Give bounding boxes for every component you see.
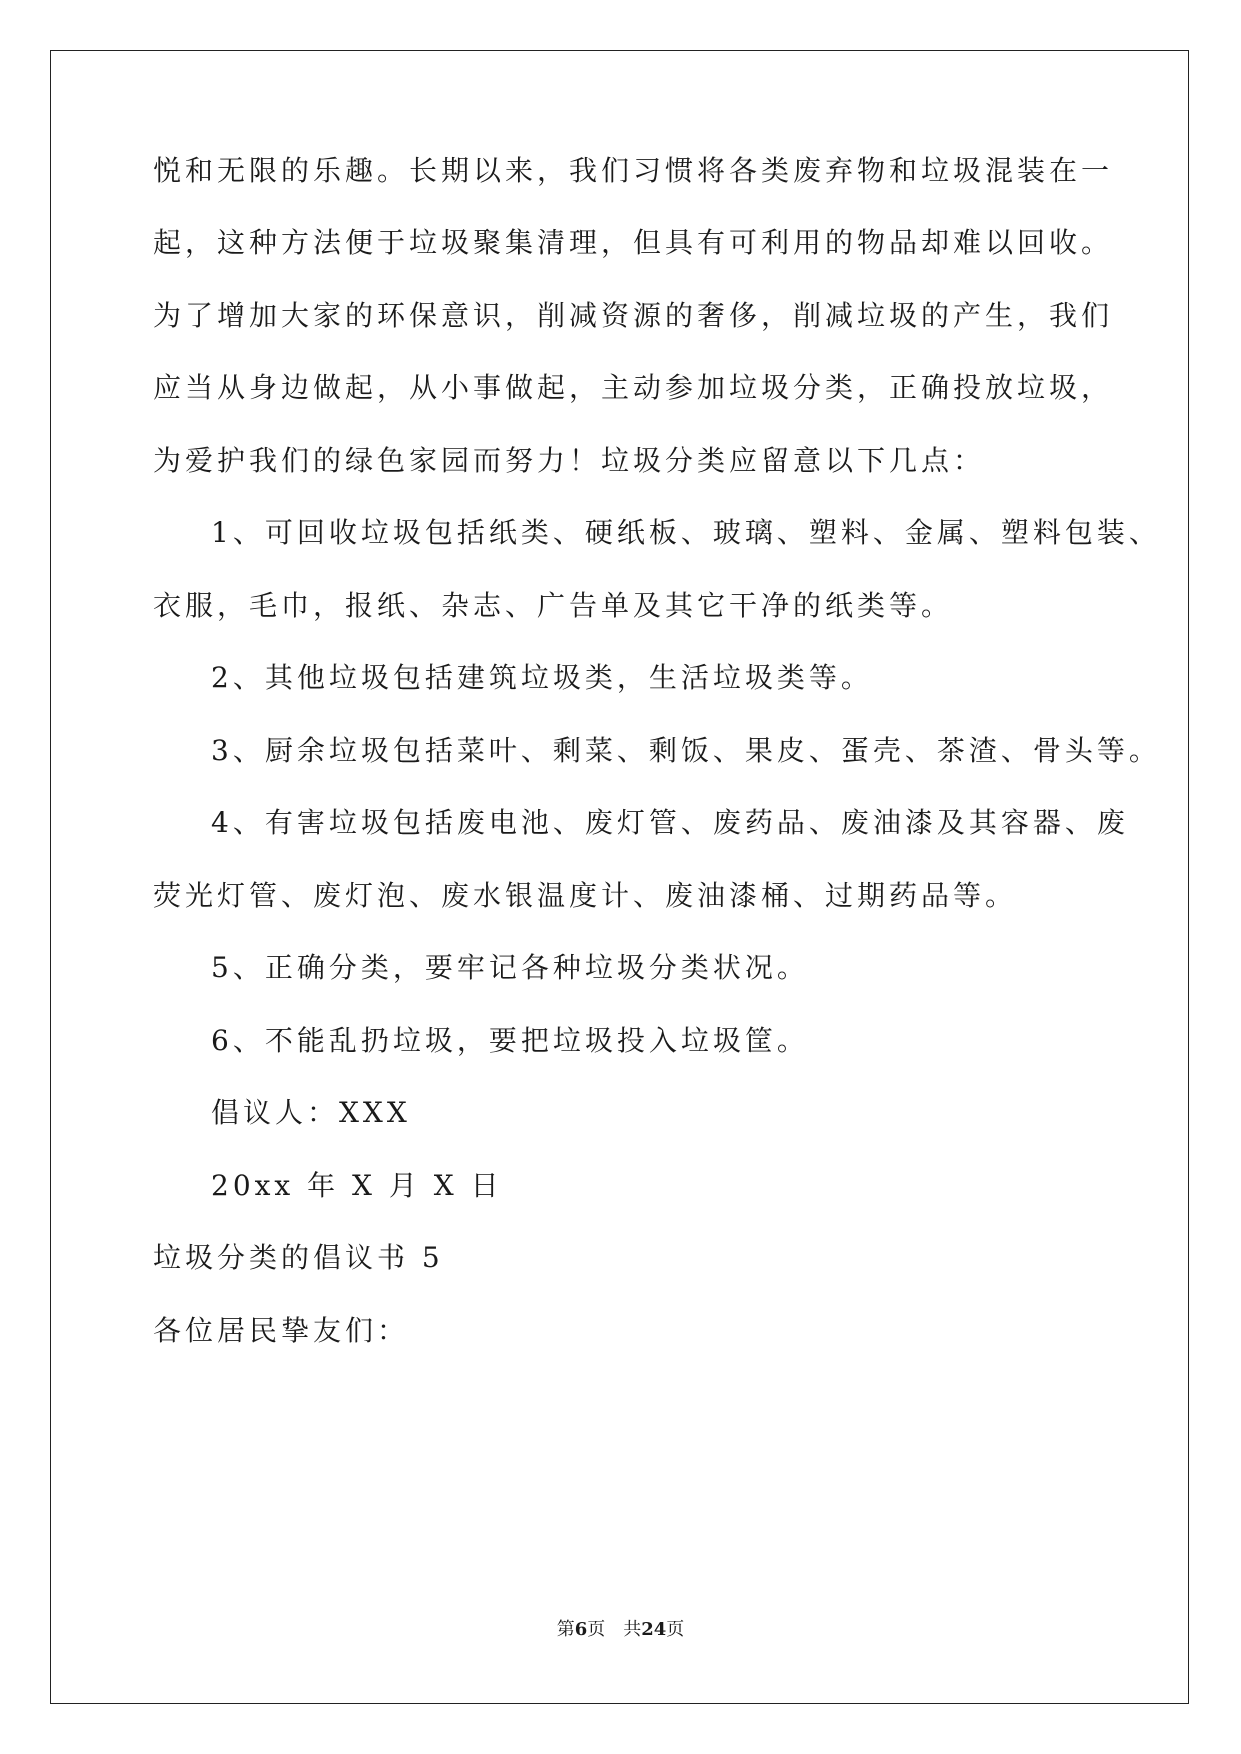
page-footer xyxy=(0,1617,1241,1643)
paragraph-line: 起，这种方法便于垃圾聚集清理，但具有可利用的物品却难以回收。 xyxy=(153,226,1114,259)
list-item-2: 2、其他垃圾包括建筑垃圾类，生活垃圾类等。 xyxy=(211,661,873,694)
salutation: 各位居民挚友们： xyxy=(153,1314,410,1347)
section-title: 垃圾分类的倡议书 5 xyxy=(153,1241,444,1274)
total-page-count: 24 xyxy=(641,1619,667,1640)
current-page-number: 6 xyxy=(574,1619,588,1640)
list-item-5: 5、正确分类，要牢记各种垃圾分类状况。 xyxy=(211,951,809,984)
paragraph-line: 应当从身边做起，从小事做起，主动参加垃圾分类，正确投放垃圾， xyxy=(153,371,1114,404)
list-item-4: 4、有害垃圾包括废电池、废灯管、废药品、废油漆及其容器、废 xyxy=(211,806,1129,839)
footer-suffix: 页 xyxy=(666,1619,685,1640)
paragraph-line: 为爱护我们的绿色家园而努力！垃圾分类应留意以下几点： xyxy=(153,444,986,477)
footer-mid: 页 共 xyxy=(587,1619,642,1640)
footer-prefix: 第 xyxy=(556,1619,575,1640)
list-item-1: 1、可回收垃圾包括纸类、硬纸板、玻璃、塑料、金属、塑料包装、 xyxy=(211,516,1161,549)
date-line: 20xx 年 X 月 X 日 xyxy=(211,1169,503,1202)
list-item-6: 6、不能乱扔垃圾，要把垃圾投入垃圾筐。 xyxy=(211,1024,809,1057)
paragraph-line: 为了增加大家的环保意识，削减资源的奢侈，削减垃圾的产生，我们 xyxy=(153,299,1114,332)
paragraph-line: 悦和无限的乐趣。长期以来，我们习惯将各类废弃物和垃圾混装在一 xyxy=(153,154,1114,187)
proposer-line: 倡议人：XXX xyxy=(211,1096,411,1129)
list-item-3: 3、厨余垃圾包括菜叶、剩菜、剩饭、果皮、蛋壳、茶渣、骨头等。 xyxy=(211,734,1161,767)
paragraph-line: 荧光灯管、废灯泡、废水银温度计、废油漆桶、过期药品等。 xyxy=(153,879,1018,912)
paragraph-line: 衣服，毛巾，报纸、杂志、广告单及其它干净的纸类等。 xyxy=(153,589,954,622)
